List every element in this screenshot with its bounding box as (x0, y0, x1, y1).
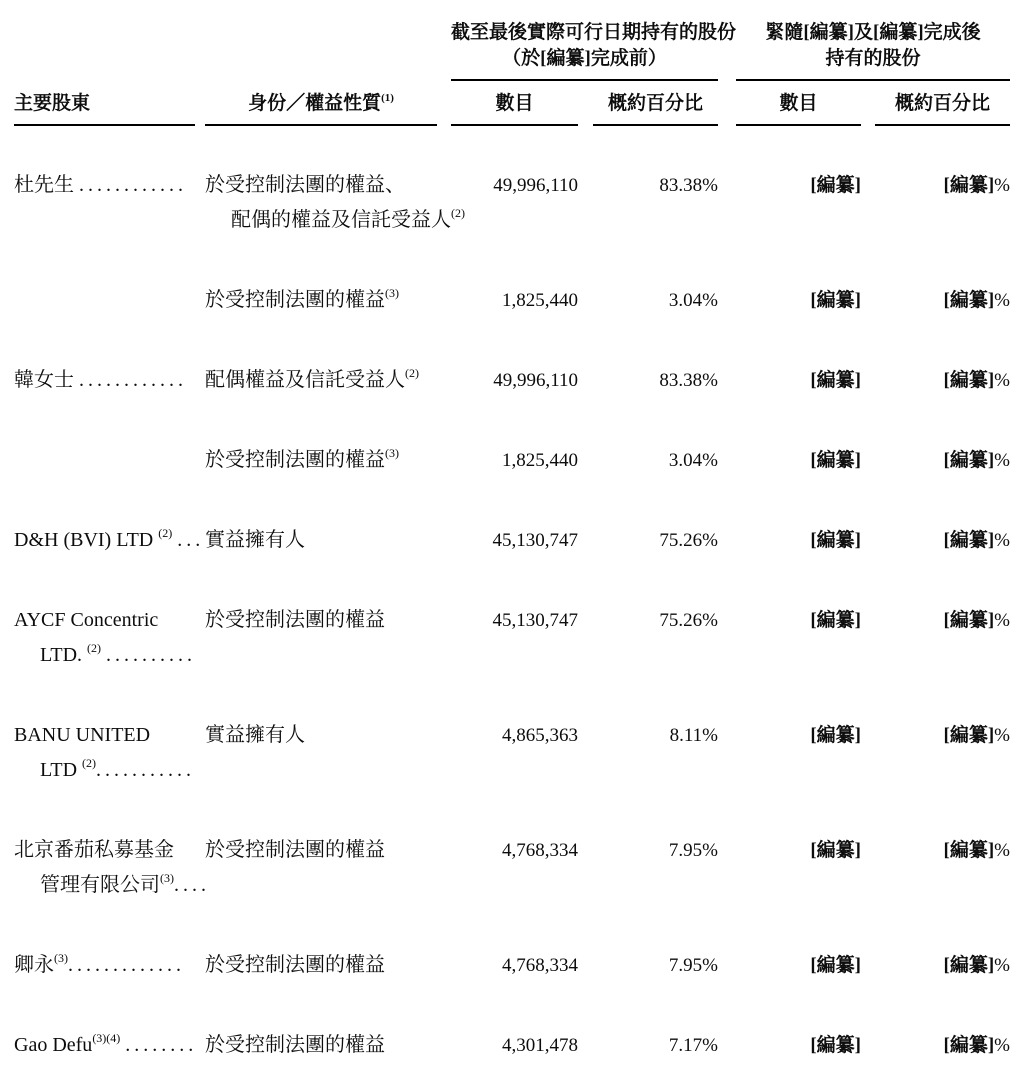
header-number-after: 數目 (736, 81, 861, 126)
table-body (14, 168, 1010, 1063)
shares-before-percent: 7.95% (668, 840, 718, 861)
shares-before-number: 45,130,747 (492, 610, 578, 631)
table-row (14, 833, 1010, 903)
shares-after-number: [編纂] (810, 530, 861, 551)
shares-before-percent: 7.95% (668, 955, 718, 976)
shareholder-name: 韓女士 ............ (14, 369, 187, 391)
shares-before-percent: 7.17% (668, 1035, 718, 1056)
shares-before-number: 4,301,478 (502, 1035, 578, 1056)
identity-nature: 實益擁有人 (205, 724, 305, 746)
shares-after-number: [編纂] (810, 725, 861, 746)
header-group-shares-before-line1: 截至最後實際可行日期持有的股份 (451, 22, 737, 43)
shares-after-percent: [編纂]% (943, 290, 1010, 311)
shares-after-number: [編纂] (810, 840, 861, 861)
shares-after-number: [編纂] (810, 610, 861, 631)
table-row (14, 603, 1010, 673)
shares-after-number: [編纂] (810, 175, 861, 196)
identity-nature: 於受控制法團的權益 (205, 839, 385, 861)
identity-nature: 配偶權益及信託受益人$^{(2)}$ (205, 366, 419, 391)
shares-before-number: 49,996,110 (493, 370, 578, 391)
shares-before-number: 45,130,747 (492, 530, 578, 551)
shares-after-number: [編纂] (810, 370, 861, 391)
header-percent-before: 概約百分比 (593, 81, 718, 126)
shares-after-number: [編纂] (810, 450, 861, 471)
shares-before-percent: 3.04% (668, 450, 718, 471)
shares-before-percent: 75.26% (659, 610, 718, 631)
header-group-shares-after-line2: 持有的股份 (825, 48, 921, 69)
shares-before-percent: 83.38% (659, 370, 718, 391)
shareholder-name: BANU UNITED LTD $^{(2)}$........... (14, 724, 196, 781)
shares-after-percent: [編纂]% (943, 840, 1010, 861)
table-row (14, 363, 1010, 398)
shareholder-name: AYCF Concentric LTD. $^{(2)}$ .......... (14, 609, 197, 666)
header-group-shares-before (451, 20, 737, 81)
table-header (14, 14, 1010, 126)
identity-nature: 於受控制法團的權益$^{(3)}$ (205, 286, 399, 311)
table-row (14, 948, 1010, 983)
header-percent-after: 概約百分比 (875, 81, 1010, 126)
shareholder-name: Gao Defu$^{(3)(4)}$ ........ (14, 1031, 198, 1056)
shares-after-percent: [編纂]% (943, 175, 1010, 196)
identity-nature: 實益擁有人 (205, 529, 305, 551)
header-group-shares-before-line2: （於[編纂]完成前） (502, 48, 667, 69)
shares-before-number: 1,825,440 (502, 290, 578, 311)
table-row (14, 283, 1010, 318)
identity-nature: 於受控制法團的權益$^{(3)}$ (205, 446, 399, 471)
identity-nature: 於受控制法團的權益、 配偶的權益及信託受益人$^{(2)}$ (205, 174, 465, 231)
table-row (14, 718, 1010, 788)
shareholder-name: D&H (BVI) LTD $^{(2)}$ ... (14, 526, 205, 551)
shares-before-number: 1,825,440 (502, 450, 578, 471)
shares-after-percent: [編纂]% (943, 1035, 1010, 1056)
table-row (14, 523, 1010, 558)
identity-nature: 於受控制法團的權益 (205, 954, 385, 976)
header-number-before: 數目 (451, 81, 578, 126)
table-row (14, 443, 1010, 478)
shares-after-number: [編纂] (810, 290, 861, 311)
shares-after-percent: [編纂]% (943, 955, 1010, 976)
header-group-shares-after (736, 20, 1010, 81)
header-identity-footnote: (1) (381, 91, 394, 104)
shares-before-percent: 8.11% (669, 725, 718, 746)
shares-after-number: [編纂] (810, 1035, 861, 1056)
shares-before-number: 49,996,110 (493, 175, 578, 196)
shareholder-name: 卿永$^{(3)}$............. (14, 951, 185, 976)
shareholder-name: 杜先生 ............ (14, 174, 187, 196)
shares-before-number: 4,865,363 (502, 725, 578, 746)
shares-after-percent: [編纂]% (943, 450, 1010, 471)
shares-after-percent: [編纂]% (943, 530, 1010, 551)
header-group-shares-after-line1: 緊隨[編纂]及[編纂]完成後 (765, 22, 981, 43)
identity-nature: 於受控制法團的權益 (205, 609, 385, 631)
table-row (14, 168, 1010, 238)
table-row (14, 1028, 1010, 1063)
header-identity-nature: 身份／權益性質$^{(1)}$ (205, 81, 437, 126)
identity-nature: 於受控制法團的權益 (205, 1034, 385, 1056)
shares-before-number: 4,768,334 (502, 955, 578, 976)
shares-before-number: 4,768,334 (502, 840, 578, 861)
shares-after-percent: [編纂]% (943, 725, 1010, 746)
shares-after-percent: [編纂]% (943, 370, 1010, 391)
shares-after-percent: [編纂]% (943, 610, 1010, 631)
shares-before-percent: 3.04% (668, 290, 718, 311)
shares-before-percent: 83.38% (659, 175, 718, 196)
shareholder-name: 北京番茄私募基金 管理有限公司$^{(3)}$.... (14, 839, 210, 896)
shares-before-percent: 75.26% (659, 530, 718, 551)
header-shareholder: 主要股東 (14, 81, 195, 126)
shares-after-number: [編纂] (810, 955, 861, 976)
